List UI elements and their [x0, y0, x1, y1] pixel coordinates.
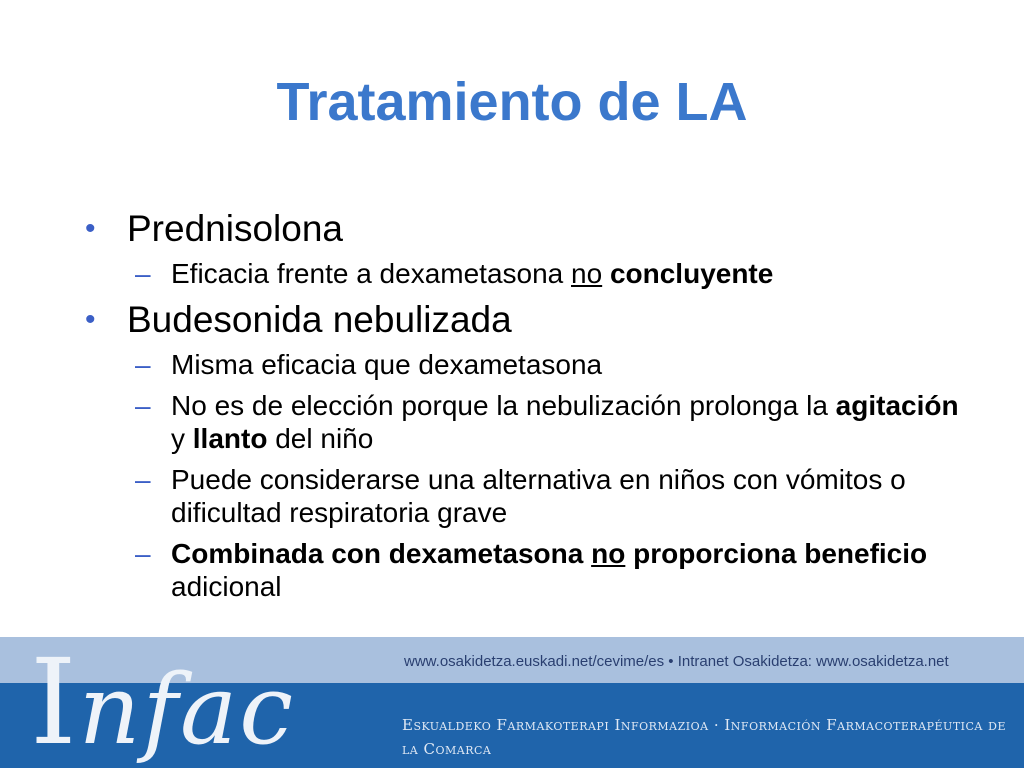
emphasis-no [591, 538, 625, 569]
emphasis-no: no [571, 258, 603, 289]
emphasis-concluyente: concluyente [609, 258, 774, 289]
logo-rest: nfac [78, 654, 295, 766]
sub-text-post: adicional [171, 571, 282, 602]
sub-bullet-misma-eficacia [80, 348, 960, 381]
sub-bullet-combinada [80, 537, 960, 603]
bullet-icon: • [85, 212, 96, 245]
bullet-icon: • [85, 303, 96, 336]
emphasis-no-text: no [591, 538, 626, 569]
footer-tagline: Eskualdeko Farmakoterapi Informazioa · Información Farmacoterapéutica de la Comarca [402, 716, 1006, 758]
sub-bullet-alternativa [80, 463, 960, 529]
dash-icon: – [135, 464, 151, 495]
sub-text: Misma eficacia que dexametasona [171, 349, 603, 380]
sub-text-mid: y [171, 423, 193, 454]
sub-text: Eficacia frente a dexametasona [171, 258, 572, 289]
emphasis-beneficio: proporciona beneficio [625, 538, 928, 569]
space [602, 258, 610, 289]
sub-text: No es de elección porque la nebulización prolonga la [171, 390, 836, 421]
dash-icon: – [135, 538, 151, 569]
sub-text-post: del niño [267, 423, 374, 454]
bullet-text: Budesonida nebulizada [127, 299, 512, 340]
logo-initial: I [30, 633, 79, 771]
sub-bullet-no-eleccion [80, 389, 960, 455]
slide-body [80, 207, 960, 611]
emphasis-combinada: Combinada con dexametasona [171, 538, 592, 569]
bullet-budesonida [80, 298, 960, 342]
dash-icon: – [135, 258, 151, 289]
sub-bullet-eficacia [80, 257, 960, 290]
dash-icon: – [135, 390, 151, 421]
footer-links: www.osakidetza.euskadi.net/cevime/es • Intranet Osakidetza: www.osakidetza.net [404, 653, 949, 670]
dash-icon: – [135, 349, 151, 380]
slide-title: Tratamiento de LA [276, 72, 748, 132]
bullet-prednisolona [80, 207, 960, 251]
bullet-text: Prednisolona [127, 208, 343, 249]
emphasis-llanto: llanto [192, 423, 268, 454]
emphasis-agitacion: agitación [835, 390, 959, 421]
infac-logo [30, 633, 295, 771]
sub-text: Puede considerarse una alternativa en niños con vómitos o dificultad respiratoria grave [171, 464, 906, 528]
